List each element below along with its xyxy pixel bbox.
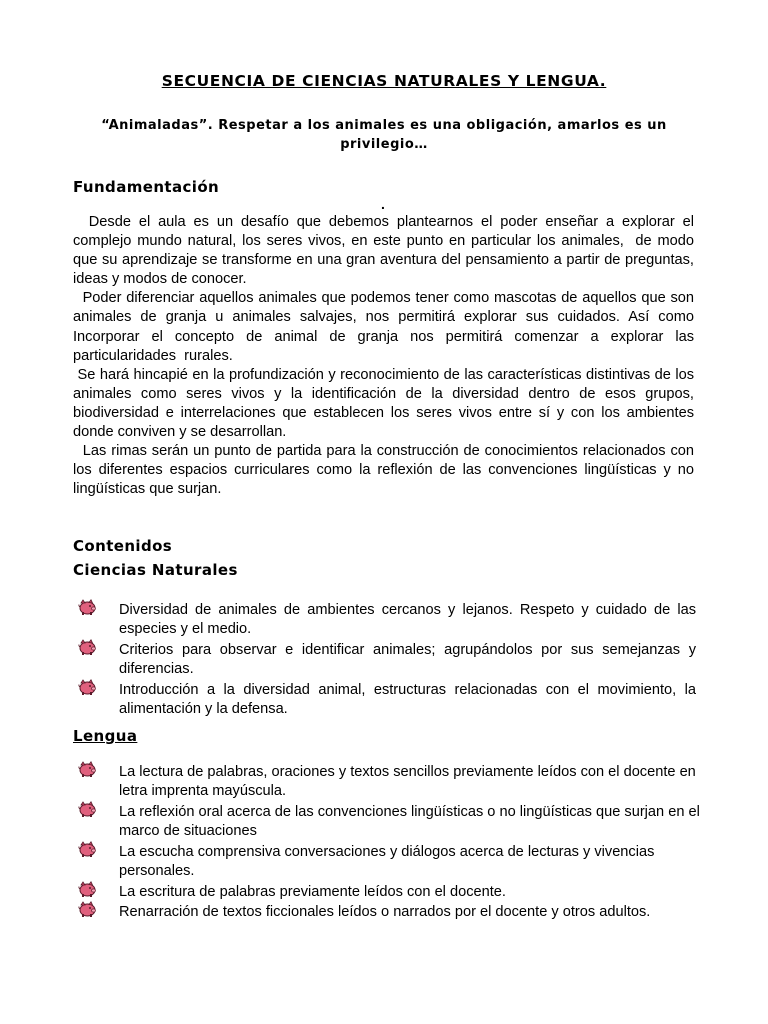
list-item-text: La escucha comprensiva conversaciones y diálogos acerca de lecturas y vivencias personales. [119, 843, 655, 880]
list-item [76, 681, 696, 719]
ciencias-naturales-list [76, 601, 696, 721]
document-title: SECUENCIA DE CIENCIAS NATURALES Y LENGUA. [161, 72, 607, 90]
ciencias-naturales-heading: Ciencias Naturales [73, 561, 238, 579]
list-item [76, 601, 696, 639]
document-subtitle [100, 116, 668, 154]
list-item [76, 763, 716, 801]
fundamentacion-body [73, 213, 703, 499]
list-item-text: Introducción a la diversidad animal, estructuras relacionadas con el movimiento, la alimentación y la defensa. [119, 681, 696, 718]
list-item [76, 803, 716, 841]
fundamentacion-paragraph-1: Desde el aula es un desafío que debemos plantearnos el poder enseñar a explorar el complejo mundo natural, los seres vivos, en este punto en particular los animales, de modo que su aprendizaje se transforme en una gran aventura del pensamiento a partir de preguntas, ideas y modos de conocer. [73, 214, 699, 288]
list-item-text: Renarración de textos ficcionales leídos o narrados por el docente y otros adultos. [119, 904, 651, 921]
pig-icon [78, 679, 96, 696]
pig-icon [78, 761, 96, 778]
lengua-list [76, 763, 716, 924]
fundamentacion-paragraph-3: Se hará hincapié en la profundización y reconocimiento de las características distintivas de los animales como seres vivos y la identificación de la diversidad dentro de esos grupos, biodiversidad e interrelaciones que establecen los seres vivos entre sí y con los ambientes donde conviven y se desarrollan. [73, 366, 699, 441]
list-item-text: Diversidad de animales de ambientes cercanos y lejanos. Respeto y cuidado de las especies y el medio. [119, 602, 696, 638]
pig-icon [78, 639, 96, 656]
fundamentacion-paragraph-4: Las rimas serán un punto de partida para la construcción de conocimientos relacionados con los diferentes espacios curriculares como la reflexión de las convenciones lingüísticas y no lingüísticas que surjan. [73, 443, 699, 498]
contenidos-headings [73, 534, 238, 582]
list-item [76, 903, 716, 922]
pig-icon [78, 801, 96, 818]
stray-dot: . [381, 196, 385, 212]
list-item-text: La lectura de palabras, oraciones y textos sencillos previamente leídos con el docente en letra imprenta mayúscula. [119, 764, 696, 800]
list-item-text: Criterios para observar e identificar animales; agrupándolos por sus semejanzas y diferencias. [119, 641, 696, 678]
fundamentacion-paragraph-2: Poder diferenciar aquellos animales que podemos tener como mascotas de aquellos que son animales de granja u animales salvajes, nos permitirá explorar sus cuidados. Así como Incorporar el concepto de animal de granja nos permitirá comenzar a explorar las particularidades rurales. [73, 290, 703, 364]
contenidos-heading: Contenidos [73, 537, 173, 555]
lengua-heading: Lengua [73, 727, 138, 745]
subtitle-line-1: “Animaladas”. Respetar a los animales es una obligación, amarlos es un [101, 118, 667, 133]
pig-icon [78, 881, 96, 898]
list-item-text: La reflexión oral acerca de las convenciones lingüísticas o no lingüísticas que surjan en el marco de situaciones [119, 803, 700, 840]
list-item [76, 883, 716, 902]
subtitle-line-2: privilegio… [340, 137, 428, 152]
fundamentacion-heading: Fundamentación [73, 178, 220, 196]
pig-icon [78, 901, 96, 918]
list-item [76, 641, 696, 679]
list-item [76, 843, 716, 881]
list-item-text: La escritura de palabras previamente leídos con el docente. [119, 883, 506, 900]
pig-icon [78, 841, 96, 858]
pig-icon [78, 599, 96, 616]
